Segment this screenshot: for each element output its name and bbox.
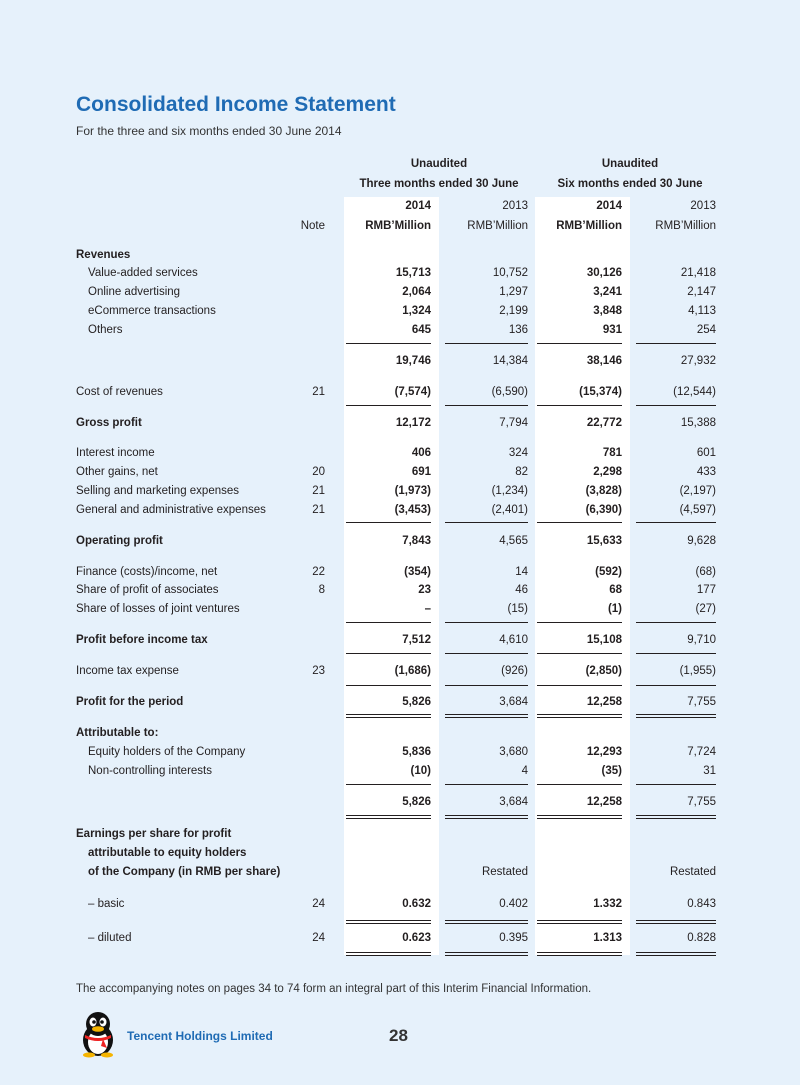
cell-value: 433 <box>696 466 716 478</box>
cell-value: (926) <box>501 665 528 677</box>
row-label: Selling and marketing expenses <box>76 485 240 497</box>
header-note: Note <box>300 220 325 232</box>
cell-value: 177 <box>696 584 716 596</box>
cell-value: 3,848 <box>593 305 622 317</box>
row-label: – basic <box>88 898 125 910</box>
header-unit-3: RMB’Million <box>556 220 622 232</box>
cell-value: 0.828 <box>687 932 716 944</box>
row-label: Share of profit of associates <box>76 584 219 596</box>
table-rule <box>537 343 622 344</box>
cell-value: 10,752 <box>492 267 528 279</box>
cell-value: 14 <box>515 566 528 578</box>
cell-value: (12,544) <box>673 386 716 398</box>
table-rule <box>636 714 716 715</box>
cell-value: (1,955) <box>679 665 716 677</box>
page-title: Consolidated Income Statement <box>76 93 396 116</box>
table-rule <box>445 717 528 718</box>
row-note: 21 <box>312 386 325 398</box>
cell-value: 19,746 <box>395 355 431 367</box>
table-rule <box>445 923 528 924</box>
restated-label-6m: Restated <box>669 866 716 878</box>
cell-value: 12,172 <box>395 417 431 429</box>
row-label: Profit for the period <box>76 696 184 708</box>
row-label: of the Company (in RMB per share) <box>88 866 281 878</box>
cell-value: (1,973) <box>394 485 431 497</box>
table-rule <box>445 815 528 816</box>
cell-value: 7,724 <box>687 746 716 758</box>
cell-value: (1) <box>607 603 622 615</box>
cell-value: 12,258 <box>586 696 622 708</box>
table-rule <box>537 685 622 686</box>
header-unit-4: RMB’Million <box>655 220 716 232</box>
table-rule <box>346 818 431 819</box>
table-rule <box>346 343 431 344</box>
cell-value: 21,418 <box>680 267 716 279</box>
row-label: Online advertising <box>88 286 181 298</box>
table-rule <box>346 653 431 654</box>
row-label: – diluted <box>88 932 132 944</box>
table-rule <box>537 920 622 921</box>
table-rule <box>537 784 622 785</box>
cell-value: 14,384 <box>492 355 528 367</box>
cell-value: 46 <box>515 584 528 596</box>
table-rule <box>445 653 528 654</box>
table-rule <box>636 952 716 953</box>
page-number: 28 <box>389 1026 408 1045</box>
company-name: Tencent Holdings Limited <box>127 1029 273 1043</box>
cell-value: 324 <box>508 447 528 459</box>
footer-note: The accompanying notes on pages 34 to 74 form an integral part of this Interim Financial Information. <box>76 983 592 995</box>
cell-value: (6,590) <box>491 386 528 398</box>
cell-value: (35) <box>601 765 622 777</box>
cell-value: 31 <box>703 765 716 777</box>
cell-value: – <box>424 603 431 615</box>
row-label: Attributable to: <box>76 727 159 739</box>
cell-value: 82 <box>515 466 528 478</box>
table-rule <box>636 685 716 686</box>
cell-value: 0.402 <box>499 898 528 910</box>
table-rule <box>445 622 528 623</box>
row-note: 24 <box>312 898 325 910</box>
row-note: 23 <box>312 665 325 677</box>
cell-value: 254 <box>696 324 716 336</box>
cell-value: (27) <box>695 603 716 615</box>
table-rule <box>537 622 622 623</box>
row-note: 21 <box>312 485 325 497</box>
cell-value: 3,684 <box>499 796 528 808</box>
cell-value: 15,633 <box>586 535 622 547</box>
table-rule <box>636 343 716 344</box>
page-subtitle: For the three and six months ended 30 June 2014 <box>76 124 342 138</box>
header-unaudited-6m: Unaudited <box>601 158 659 170</box>
cell-value: 4,113 <box>688 305 716 317</box>
cell-value: 12,293 <box>586 746 622 758</box>
table-rule <box>537 405 622 406</box>
cell-value: (3,828) <box>585 485 622 497</box>
header-unit-1: RMB’Million <box>365 220 431 232</box>
row-label: Share of losses of joint ventures <box>76 603 240 615</box>
penguin-icon <box>76 1010 120 1058</box>
table-rule <box>346 522 431 523</box>
cell-value: 22,772 <box>586 417 622 429</box>
cell-value: 691 <box>411 466 431 478</box>
table-rule <box>537 815 622 816</box>
cell-value: 1.332 <box>593 898 622 910</box>
cell-value: (2,850) <box>585 665 622 677</box>
table-rule <box>537 923 622 924</box>
row-label: Revenues <box>76 249 131 261</box>
table-rule <box>346 685 431 686</box>
row-label: attributable to equity holders <box>88 847 247 859</box>
cell-value: 2,147 <box>687 286 716 298</box>
cell-value: 781 <box>602 447 622 459</box>
cell-value: 15,108 <box>586 634 622 646</box>
row-note: 20 <box>312 466 325 478</box>
cell-value: 9,710 <box>687 634 716 646</box>
row-label: Operating profit <box>76 535 163 547</box>
table-rule <box>537 714 622 715</box>
table-rule <box>537 653 622 654</box>
cell-value: 23 <box>418 584 431 596</box>
cell-value: 38,146 <box>586 355 622 367</box>
header-unaudited-3m: Unaudited <box>410 158 468 170</box>
cell-value: 1.313 <box>593 932 622 944</box>
row-label: Others <box>88 324 123 336</box>
row-label: Cost of revenues <box>76 386 163 398</box>
table-rule <box>445 818 528 819</box>
table-rule <box>636 818 716 819</box>
table-rule <box>537 522 622 523</box>
table-rule <box>537 952 622 953</box>
cell-value: 0.395 <box>499 932 528 944</box>
cell-value: 4 <box>521 765 528 777</box>
row-label: Income tax expense <box>76 665 179 677</box>
header-year-1: 2014 <box>405 200 431 212</box>
row-label: Gross profit <box>76 417 142 429</box>
cell-value: 1,297 <box>499 286 528 298</box>
row-note: 22 <box>312 566 325 578</box>
cell-value: 5,826 <box>402 696 431 708</box>
table-rule <box>636 784 716 785</box>
cell-value: 9,628 <box>687 535 716 547</box>
table-rule <box>346 622 431 623</box>
cell-value: 5,826 <box>402 796 431 808</box>
restated-label-3m: Restated <box>481 866 528 878</box>
header-period-6m: Six months ended 30 June <box>557 178 703 190</box>
cell-value: 0.623 <box>402 932 431 944</box>
header-year-2: 2013 <box>502 200 528 212</box>
cell-value: 2,298 <box>593 466 622 478</box>
table-rule <box>636 405 716 406</box>
cell-value: 931 <box>602 324 622 336</box>
cell-value: (6,390) <box>585 504 622 516</box>
cell-value: (68) <box>695 566 716 578</box>
table-rule <box>346 920 431 921</box>
header-unit-2: RMB’Million <box>467 220 528 232</box>
table-rule <box>636 923 716 924</box>
row-label: Value-added services <box>88 267 198 279</box>
row-label: Equity holders of the Company <box>88 746 246 758</box>
cell-value: 645 <box>411 324 431 336</box>
table-rule <box>537 955 622 956</box>
row-label: Non-controlling interests <box>88 765 213 777</box>
cell-value: 136 <box>508 324 528 336</box>
table-rule <box>445 955 528 956</box>
table-rule <box>346 784 431 785</box>
table-rule <box>346 955 431 956</box>
cell-value: 68 <box>609 584 622 596</box>
table-rule <box>636 955 716 956</box>
cell-value: (1,234) <box>491 485 528 497</box>
cell-value: (7,574) <box>394 386 431 398</box>
row-label: Interest income <box>76 447 155 459</box>
cell-value: 4,610 <box>499 634 528 646</box>
table-rule <box>636 920 716 921</box>
cell-value: 30,126 <box>586 267 622 279</box>
table-rule <box>445 784 528 785</box>
cell-value: 601 <box>696 447 716 459</box>
cell-value: 27,932 <box>680 355 716 367</box>
row-label: eCommerce transactions <box>88 305 216 317</box>
row-label: Finance (costs)/income, net <box>76 566 218 578</box>
cell-value: 15,388 <box>680 417 716 429</box>
cell-value: 3,680 <box>499 746 528 758</box>
cell-value: 7,512 <box>402 634 431 646</box>
table-rule <box>537 818 622 819</box>
table-rule <box>636 653 716 654</box>
cell-value: 15,713 <box>395 267 431 279</box>
cell-value: 0.843 <box>687 898 716 910</box>
table-rule <box>445 714 528 715</box>
row-label: Profit before income tax <box>76 634 208 646</box>
cell-value: (3,453) <box>394 504 431 516</box>
cell-value: (15) <box>507 603 528 615</box>
cell-value: (4,597) <box>679 504 716 516</box>
row-label: Earnings per share for profit <box>76 828 232 840</box>
cell-value: 7,843 <box>402 535 431 547</box>
table-rule <box>445 405 528 406</box>
table-rule <box>445 522 528 523</box>
table-rule <box>346 717 431 718</box>
header-year-3: 2014 <box>596 200 622 212</box>
cell-value: 7,755 <box>687 696 716 708</box>
cell-value: 12,258 <box>586 796 622 808</box>
cell-value: (2,401) <box>491 504 528 516</box>
cell-value: (354) <box>404 566 431 578</box>
table-rule <box>445 343 528 344</box>
cell-value: (10) <box>410 765 431 777</box>
header-period-3m: Three months ended 30 June <box>359 178 519 190</box>
table-rule <box>346 714 431 715</box>
cell-value: 2,199 <box>499 305 528 317</box>
cell-value: 7,755 <box>687 796 716 808</box>
row-note: 24 <box>312 932 325 944</box>
cell-value: 5,836 <box>402 746 431 758</box>
table-rule <box>636 815 716 816</box>
cell-value: 4,565 <box>499 535 528 547</box>
table-rule <box>346 815 431 816</box>
cell-value: 7,794 <box>499 417 528 429</box>
table-rule <box>445 952 528 953</box>
cell-value: 3,684 <box>499 696 528 708</box>
table-rule <box>537 717 622 718</box>
table-rule <box>346 923 431 924</box>
cell-value: (592) <box>595 566 622 578</box>
table-rule <box>445 685 528 686</box>
cell-value: 1,324 <box>402 305 431 317</box>
cell-value: 0.632 <box>402 898 431 910</box>
table-rule <box>346 952 431 953</box>
table-rule <box>346 405 431 406</box>
table-rule <box>636 522 716 523</box>
row-label: General and administrative expenses <box>76 504 266 516</box>
cell-value: (15,374) <box>579 386 622 398</box>
cell-value: (2,197) <box>679 485 716 497</box>
cell-value: 2,064 <box>402 286 431 298</box>
row-note: 21 <box>312 504 325 516</box>
cell-value: (1,686) <box>394 665 431 677</box>
row-label: Other gains, net <box>76 466 158 478</box>
row-note: 8 <box>318 584 325 596</box>
table-rule <box>636 622 716 623</box>
table-rule <box>445 920 528 921</box>
cell-value: 3,241 <box>593 286 622 298</box>
header-year-4: 2013 <box>690 200 716 212</box>
table-rule <box>636 717 716 718</box>
cell-value: 406 <box>411 447 431 459</box>
